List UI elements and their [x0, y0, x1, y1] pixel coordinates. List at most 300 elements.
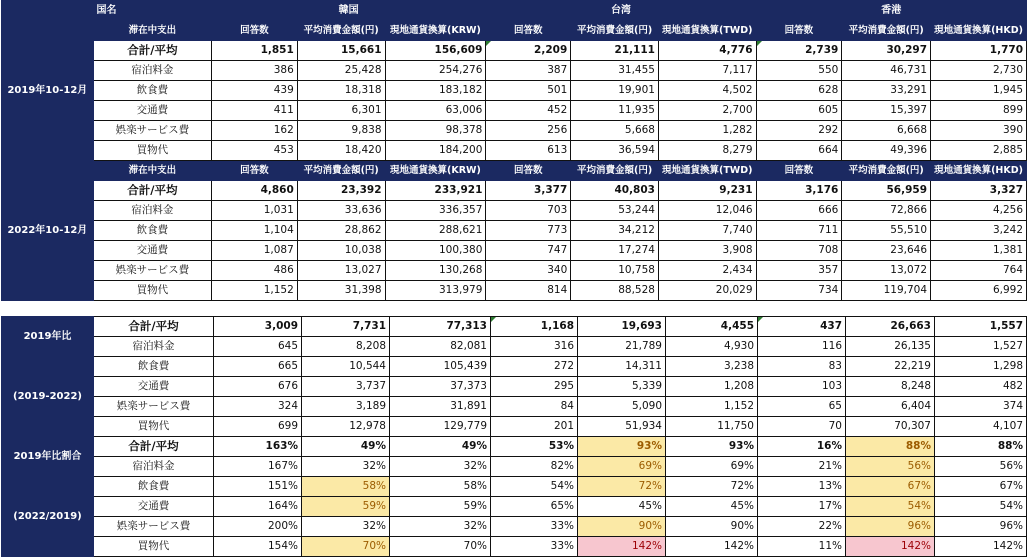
table-row: [2, 537, 1027, 557]
row-label: 合計/平均: [94, 437, 214, 457]
table-cell: 3,737: [302, 377, 390, 397]
table-cell: 70: [758, 417, 846, 437]
table-cell: 142%: [846, 537, 935, 557]
table-cell: 3,242: [931, 221, 1027, 241]
ratio-title: 2019年比割合: [2, 437, 94, 477]
table-cell: 49%: [302, 437, 390, 457]
column-header: 現地通貨換算(HKD): [931, 21, 1027, 41]
table-row: [2, 477, 1027, 497]
country-hongkong-header: 香港: [756, 1, 1026, 21]
row-label: 合計/平均: [93, 41, 211, 61]
table-cell: 51,934: [578, 417, 666, 437]
table-cell: 390: [931, 121, 1027, 141]
table-cell: 70%: [390, 537, 491, 557]
table-cell: 256: [486, 121, 571, 141]
table-cell: 357: [756, 261, 842, 281]
table-cell: 1,298: [935, 357, 1027, 377]
expenditure-table-2019-2022: [1, 0, 1027, 301]
table-cell: 6,404: [846, 397, 935, 417]
table-row: [2, 417, 1027, 437]
column-header: 回答数: [756, 21, 842, 41]
table-row: [2, 141, 1027, 161]
table-cell: 486: [211, 261, 297, 281]
table-row: [2, 201, 1027, 221]
table-row: [2, 517, 1027, 537]
table-cell: 6,992: [931, 281, 1027, 301]
table-cell: 151%: [214, 477, 302, 497]
table-cell: 56%: [846, 457, 935, 477]
table-cell: 814: [486, 281, 571, 301]
table-cell: 1,851: [211, 41, 297, 61]
table-cell: 90%: [666, 517, 758, 537]
table-cell: 103: [758, 377, 846, 397]
table-cell: 2,739: [756, 41, 842, 61]
table-cell: 11,750: [666, 417, 758, 437]
table-cell: 747: [486, 241, 571, 261]
table-cell: 96%: [846, 517, 935, 537]
table-cell: 10,544: [302, 357, 390, 377]
table-cell: 699: [214, 417, 302, 437]
table-cell: 1,168: [491, 317, 578, 337]
table-cell: 734: [756, 281, 842, 301]
table-cell: 17%: [758, 497, 846, 517]
row-label: 宿泊料金: [94, 457, 214, 477]
table-cell: 201: [491, 417, 578, 437]
table-cell: 54%: [846, 497, 935, 517]
table-cell: 3,009: [214, 317, 302, 337]
country-header-row: [2, 1, 1027, 21]
table-cell: 49,396: [842, 141, 931, 161]
table-cell: 31,398: [297, 281, 385, 301]
row-label: 合計/平均: [94, 317, 214, 337]
table-cell: 19,901: [571, 81, 659, 101]
table-cell: 142%: [666, 537, 758, 557]
row-label: 飲食費: [93, 81, 211, 101]
table-cell: 5,668: [571, 121, 659, 141]
table-cell: 69%: [666, 457, 758, 477]
table-cell: 1,945: [931, 81, 1027, 101]
table-cell: 17,274: [571, 241, 659, 261]
table-cell: 93%: [666, 437, 758, 457]
table-cell: 711: [756, 221, 842, 241]
table-row: [2, 357, 1027, 377]
table-cell: 1,381: [931, 241, 1027, 261]
table-cell: 53,244: [571, 201, 659, 221]
table-cell: 56,959: [842, 181, 931, 201]
table-cell: 105,439: [390, 357, 491, 377]
table-cell: 4,930: [666, 337, 758, 357]
table-cell: 613: [486, 141, 571, 161]
row-label: 飲食費: [93, 221, 211, 241]
table-cell: 88%: [846, 437, 935, 457]
table-cell: 292: [756, 121, 842, 141]
table-cell: 45%: [578, 497, 666, 517]
table-cell: 665: [214, 357, 302, 377]
table-cell: 482: [935, 377, 1027, 397]
table-row: [2, 281, 1027, 301]
table-cell: 162: [211, 121, 297, 141]
comparison-range: (2019-2022): [2, 357, 94, 437]
table-cell: 14,311: [578, 357, 666, 377]
table-cell: 65%: [491, 497, 578, 517]
table-cell: 98,378: [385, 121, 486, 141]
table-cell: 437: [758, 317, 846, 337]
table-cell: 19,693: [578, 317, 666, 337]
table-cell: 130,268: [385, 261, 486, 281]
row-label: 交通費: [94, 497, 214, 517]
table-cell: 4,107: [935, 417, 1027, 437]
table-row: [2, 397, 1027, 417]
country-label-header: 国名: [2, 1, 212, 21]
table-cell: 6,301: [297, 101, 385, 121]
table-cell: 82%: [491, 457, 578, 477]
table-row: [2, 497, 1027, 517]
table-cell: 676: [214, 377, 302, 397]
row-label: 買物代: [94, 417, 214, 437]
table-cell: 386: [211, 61, 297, 81]
table-cell: 10,038: [297, 241, 385, 261]
table-cell: 34,212: [571, 221, 659, 241]
table-cell: 59%: [302, 497, 390, 517]
table-cell: 295: [491, 377, 578, 397]
column-header: 現地通貨換算(TWD): [658, 161, 756, 181]
row-label: 娯楽サービス費: [93, 261, 211, 281]
table-cell: 387: [486, 61, 571, 81]
table-cell: 452: [486, 101, 571, 121]
table-cell: 8,208: [302, 337, 390, 357]
table-cell: 33%: [491, 517, 578, 537]
table-cell: 666: [756, 201, 842, 221]
column-header: 現地通貨換算(TWD): [658, 21, 756, 41]
table-cell: 32%: [302, 517, 390, 537]
table-cell: 1,104: [211, 221, 297, 241]
table-cell: 58%: [302, 477, 390, 497]
expenditure-header: 滞在中支出: [93, 21, 211, 41]
table-cell: 69%: [578, 457, 666, 477]
subheader-row: [2, 161, 1027, 181]
table-cell: 23,646: [842, 241, 931, 261]
table-cell: 15,661: [297, 41, 385, 61]
expenditure-header: 滞在中支出: [93, 161, 211, 181]
table-cell: 142%: [578, 537, 666, 557]
table-cell: 93%: [578, 437, 666, 457]
table-row: [2, 241, 1027, 261]
table-cell: 65: [758, 397, 846, 417]
table-cell: 88%: [935, 437, 1027, 457]
row-label: 買物代: [94, 537, 214, 557]
table-cell: 22%: [758, 517, 846, 537]
table-cell: 184,200: [385, 141, 486, 161]
column-header: 平均消費金額(円): [297, 161, 385, 181]
table-row: [2, 337, 1027, 357]
table-cell: 49%: [390, 437, 491, 457]
table-cell: 100,380: [385, 241, 486, 261]
table-cell: 1,152: [211, 281, 297, 301]
table-cell: 30,297: [842, 41, 931, 61]
period-label: 2019年10-12月: [2, 21, 94, 161]
table-row: [2, 261, 1027, 281]
table-cell: 1,527: [935, 337, 1027, 357]
table-cell: 411: [211, 101, 297, 121]
table-cell: 22,219: [846, 357, 935, 377]
row-label: 買物代: [93, 281, 211, 301]
country-korea-header: 韓国: [211, 1, 485, 21]
table-cell: 72,866: [842, 201, 931, 221]
table-cell: 70,307: [846, 417, 935, 437]
subheader-row: [2, 21, 1027, 41]
table-cell: 67%: [935, 477, 1027, 497]
row-label: 宿泊料金: [93, 201, 211, 221]
column-header: 現地通貨換算(KRW): [385, 161, 486, 181]
table-cell: 54%: [935, 497, 1027, 517]
table-cell: 26,663: [846, 317, 935, 337]
column-header: 現地通貨換算(KRW): [385, 21, 486, 41]
comparison-table: [1, 316, 1027, 557]
table-cell: 3,908: [658, 241, 756, 261]
table-cell: 25,428: [297, 61, 385, 81]
table-row: [2, 457, 1027, 477]
table-cell: 645: [214, 337, 302, 357]
table-cell: 1,770: [931, 41, 1027, 61]
column-header: 現地通貨換算(HKD): [931, 161, 1027, 181]
table-cell: 3,189: [302, 397, 390, 417]
table-cell: 40,803: [571, 181, 659, 201]
table-cell: 8,279: [658, 141, 756, 161]
table-row: [2, 101, 1027, 121]
table-row: [2, 41, 1027, 61]
table-cell: 200%: [214, 517, 302, 537]
table-cell: 83: [758, 357, 846, 377]
table-cell: 45%: [666, 497, 758, 517]
table-cell: 156,609: [385, 41, 486, 61]
table-cell: 11,935: [571, 101, 659, 121]
table-cell: 37,373: [390, 377, 491, 397]
table-cell: 55,510: [842, 221, 931, 241]
table-cell: 1,282: [658, 121, 756, 141]
column-header: 平均消費金額(円): [842, 21, 931, 41]
table-cell: 4,502: [658, 81, 756, 101]
table-cell: 3,176: [756, 181, 842, 201]
table-cell: 8,248: [846, 377, 935, 397]
table-cell: 21%: [758, 457, 846, 477]
table-cell: 4,256: [931, 201, 1027, 221]
table-cell: 163%: [214, 437, 302, 457]
table-cell: 1,557: [935, 317, 1027, 337]
table-cell: 9,838: [297, 121, 385, 141]
table-row: [2, 121, 1027, 141]
table-cell: 26,135: [846, 337, 935, 357]
row-label: 娯楽サービス費: [93, 121, 211, 141]
table-cell: 4,776: [658, 41, 756, 61]
table-cell: 129,779: [390, 417, 491, 437]
table-cell: 12,046: [658, 201, 756, 221]
table-row: [2, 81, 1027, 101]
table-cell: 90%: [578, 517, 666, 537]
table-cell: 1,208: [666, 377, 758, 397]
table-cell: 54%: [491, 477, 578, 497]
table-cell: 31,455: [571, 61, 659, 81]
table-cell: 605: [756, 101, 842, 121]
table-cell: 11%: [758, 537, 846, 557]
table-cell: 2,209: [486, 41, 571, 61]
table-cell: 550: [756, 61, 842, 81]
table-cell: 32%: [302, 457, 390, 477]
table-cell: 119,704: [842, 281, 931, 301]
table-cell: 324: [214, 397, 302, 417]
table-cell: 84: [491, 397, 578, 417]
table-cell: 21,789: [578, 337, 666, 357]
table-cell: 53%: [491, 437, 578, 457]
table-cell: 628: [756, 81, 842, 101]
comparison-body: [2, 317, 1027, 557]
table-cell: 340: [486, 261, 571, 281]
table-cell: 288,621: [385, 221, 486, 241]
table-cell: 96%: [935, 517, 1027, 537]
table-cell: 13,072: [842, 261, 931, 281]
table-cell: 233,921: [385, 181, 486, 201]
table-cell: 3,327: [931, 181, 1027, 201]
table-cell: 67%: [846, 477, 935, 497]
ratio-range: (2022/2019): [2, 477, 94, 557]
table-cell: 13,027: [297, 261, 385, 281]
row-label: 交通費: [93, 241, 211, 261]
table-cell: 1,087: [211, 241, 297, 261]
table-cell: 899: [931, 101, 1027, 121]
row-label: 宿泊料金: [94, 337, 214, 357]
table-cell: 23,392: [297, 181, 385, 201]
table-row: [2, 221, 1027, 241]
table-cell: 1,031: [211, 201, 297, 221]
table-cell: 72%: [578, 477, 666, 497]
table-cell: 33,291: [842, 81, 931, 101]
table-cell: 46,731: [842, 61, 931, 81]
table-cell: 5,090: [578, 397, 666, 417]
table-cell: 33%: [491, 537, 578, 557]
table-cell: 7,740: [658, 221, 756, 241]
country-taiwan-header: 台湾: [486, 1, 756, 21]
table-cell: 374: [935, 397, 1027, 417]
row-label: 買物代: [93, 141, 211, 161]
column-header: 平均消費金額(円): [571, 161, 659, 181]
table-cell: 453: [211, 141, 297, 161]
table-cell: 33,636: [297, 201, 385, 221]
row-label: 交通費: [94, 377, 214, 397]
column-header: 回答数: [486, 161, 571, 181]
table-cell: 9,231: [658, 181, 756, 201]
table-cell: 32%: [390, 457, 491, 477]
table-cell: 56%: [935, 457, 1027, 477]
table-cell: 58%: [390, 477, 491, 497]
table-cell: 21,111: [571, 41, 659, 61]
table-row: [2, 317, 1027, 337]
column-header: 平均消費金額(円): [842, 161, 931, 181]
table-row: [2, 181, 1027, 201]
table-cell: 7,117: [658, 61, 756, 81]
table-cell: 664: [756, 141, 842, 161]
table-cell: 28,862: [297, 221, 385, 241]
table-cell: 272: [491, 357, 578, 377]
table-cell: 2,885: [931, 141, 1027, 161]
table-cell: 70%: [302, 537, 390, 557]
table-cell: 313,979: [385, 281, 486, 301]
table-cell: 142%: [935, 537, 1027, 557]
table-cell: 16%: [758, 437, 846, 457]
table-cell: 708: [756, 241, 842, 261]
column-header: 回答数: [211, 161, 297, 181]
table-cell: 183,182: [385, 81, 486, 101]
table-cell: 1,152: [666, 397, 758, 417]
table-cell: 6,668: [842, 121, 931, 141]
table-cell: 18,318: [297, 81, 385, 101]
table-cell: 31,891: [390, 397, 491, 417]
table-cell: 167%: [214, 457, 302, 477]
column-header: 平均消費金額(円): [297, 21, 385, 41]
table-cell: 13%: [758, 477, 846, 497]
table-cell: 82,081: [390, 337, 491, 357]
table-cell: 164%: [214, 497, 302, 517]
period-label: 2022年10-12月: [2, 161, 94, 301]
column-header: 平均消費金額(円): [571, 21, 659, 41]
table-cell: 116: [758, 337, 846, 357]
table-cell: 764: [931, 261, 1027, 281]
table-cell: 2,730: [931, 61, 1027, 81]
table-cell: 703: [486, 201, 571, 221]
row-label: 娯楽サービス費: [94, 397, 214, 417]
table-cell: 316: [491, 337, 578, 357]
table-cell: 10,758: [571, 261, 659, 281]
table-cell: 2,700: [658, 101, 756, 121]
table-cell: 336,357: [385, 201, 486, 221]
table-cell: 154%: [214, 537, 302, 557]
row-label: 交通費: [93, 101, 211, 121]
table-cell: 12,978: [302, 417, 390, 437]
table-cell: 5,339: [578, 377, 666, 397]
table-cell: 15,397: [842, 101, 931, 121]
table-cell: 4,455: [666, 317, 758, 337]
table-cell: 63,006: [385, 101, 486, 121]
table-cell: 72%: [666, 477, 758, 497]
table-row: [2, 437, 1027, 457]
row-label: 娯楽サービス費: [94, 517, 214, 537]
table-cell: 20,029: [658, 281, 756, 301]
row-label: 合計/平均: [93, 181, 211, 201]
table-cell: 4,860: [211, 181, 297, 201]
row-label: 飲食費: [94, 477, 214, 497]
row-label: 飲食費: [94, 357, 214, 377]
table-cell: 88,528: [571, 281, 659, 301]
column-header: 回答数: [756, 161, 842, 181]
table-row: [2, 61, 1027, 81]
table-cell: 254,276: [385, 61, 486, 81]
table-cell: 18,420: [297, 141, 385, 161]
table-cell: 32%: [390, 517, 491, 537]
table-cell: 77,313: [390, 317, 491, 337]
table-row: [2, 377, 1027, 397]
sections-body: [2, 21, 1027, 301]
column-header: 回答数: [211, 21, 297, 41]
table-cell: 773: [486, 221, 571, 241]
table-cell: 7,731: [302, 317, 390, 337]
comparison-title: 2019年比: [2, 317, 94, 357]
column-header: 回答数: [486, 21, 571, 41]
table-cell: 59%: [390, 497, 491, 517]
table-cell: 3,238: [666, 357, 758, 377]
table-cell: 3,377: [486, 181, 571, 201]
table-cell: 36,594: [571, 141, 659, 161]
row-label: 宿泊料金: [93, 61, 211, 81]
table-cell: 2,434: [658, 261, 756, 281]
table-cell: 501: [486, 81, 571, 101]
